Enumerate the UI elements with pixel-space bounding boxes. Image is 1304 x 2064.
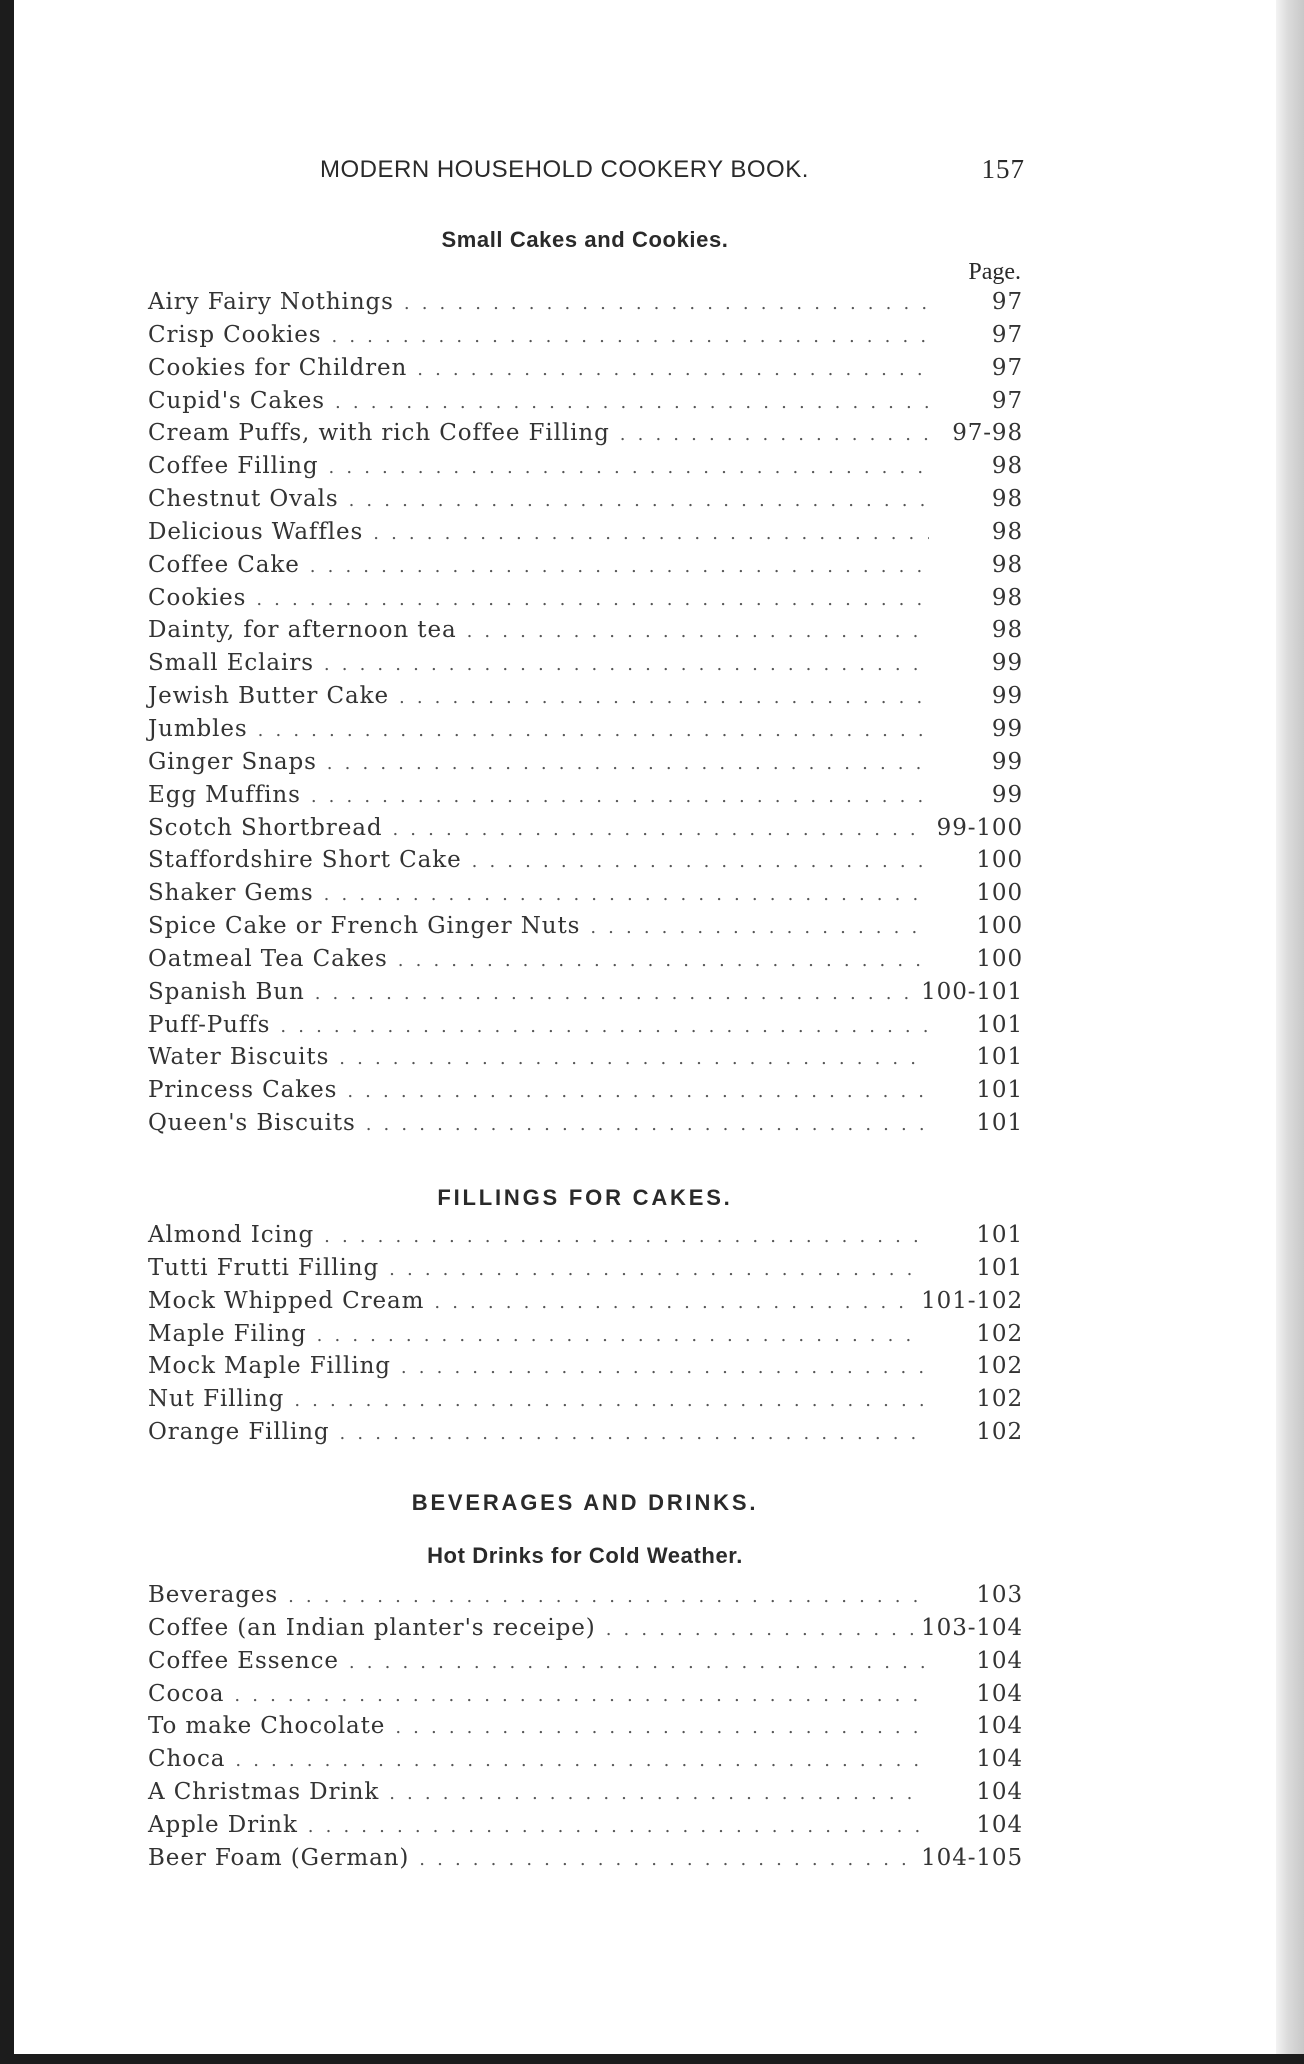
dot-leader: [234, 1685, 925, 1706]
toc-entry-page: 98: [991, 453, 1023, 480]
toc-entry-title: Chestnut Ovals: [148, 486, 339, 513]
toc-entry: [148, 847, 1023, 880]
toc-entry: [148, 322, 1023, 355]
dot-leader: [288, 1586, 925, 1607]
toc-entry-page: 99: [991, 683, 1023, 710]
toc-entry-page: 100-101: [921, 978, 1023, 1005]
toc-entry-page: 98: [991, 617, 1023, 644]
scan-right-edge: [1276, 0, 1304, 2064]
dot-leader: [294, 1390, 925, 1411]
dot-leader: [419, 1849, 915, 1870]
toc-entry: [148, 716, 1023, 749]
toc-entry: [148, 1648, 1023, 1681]
toc-entry: [148, 880, 1023, 913]
dot-leader: [308, 1816, 925, 1837]
dot-leader: [606, 1619, 915, 1640]
toc-entry-title: Mock Whipped Cream: [148, 1287, 425, 1314]
toc-entry-title: Queen's Biscuits: [148, 1110, 356, 1137]
dot-leader: [256, 589, 929, 610]
toc-entry-title: Spice Cake or French Ginger Nuts: [148, 913, 581, 940]
toc-entry-title: Dainty, for afternoon tea: [148, 617, 457, 644]
toc-entry-title: Small Eclairs: [148, 650, 314, 677]
dot-leader: [366, 1114, 929, 1135]
toc-entry-title: Princess Cakes: [148, 1077, 338, 1104]
dot-leader: [339, 1048, 929, 1069]
toc-entry-title: Coffee Essence: [148, 1647, 339, 1674]
toc-entry-title: Beer Foam (German): [148, 1844, 410, 1871]
toc-entry-page: 97: [991, 289, 1023, 315]
toc-entry: [148, 552, 1023, 585]
toc-entry-title: Orange Filling: [148, 1419, 330, 1446]
dot-leader: [311, 786, 929, 807]
dot-leader: [332, 326, 930, 347]
toc-entry-page: 99: [991, 715, 1023, 742]
toc-entry-page: 99: [991, 748, 1023, 775]
toc-entry: [148, 1845, 1023, 1878]
toc-entry-title: Beverages: [148, 1582, 279, 1608]
section-heading-beverages: BEVERAGES AND DRINKS.: [411, 1490, 759, 1515]
toc-entry-title: Tutti Frutti Filling: [148, 1254, 380, 1281]
dot-leader: [590, 917, 929, 938]
dot-leader: [392, 819, 929, 840]
toc-entry-page: 102: [976, 1386, 1023, 1413]
toc-entry-title: Scotch Shortbread: [148, 814, 383, 841]
toc-entry-page: 101: [976, 1110, 1023, 1137]
toc-entry: [148, 420, 1023, 453]
toc-entry-page: 99: [991, 781, 1023, 808]
toc-entry-title: Crisp Cookies: [148, 321, 322, 348]
toc-list-small-cakes: [148, 289, 1023, 1143]
toc-entry-page: 97-98: [952, 420, 1023, 447]
dot-leader: [401, 1357, 925, 1378]
toc-entry: [148, 1681, 1023, 1714]
toc-entry: [148, 1615, 1023, 1648]
toc-entry-page: 103: [976, 1582, 1023, 1608]
toc-entry: [148, 355, 1023, 388]
toc-entry-page: 104: [976, 1680, 1023, 1707]
toc-entry-page: 98: [991, 584, 1023, 611]
toc-entry-page: 101: [976, 1044, 1023, 1071]
toc-list-beverages: [148, 1582, 1023, 1878]
dot-leader: [347, 1081, 929, 1102]
toc-entry-title: Puff-Puffs: [148, 1011, 271, 1038]
toc-entry-title: Mock Maple Filling: [148, 1353, 391, 1380]
toc-entry-title: Cream Puffs, with rich Coffee Filling: [148, 420, 610, 447]
toc-entry-page: 98: [991, 518, 1023, 545]
toc-entry-title: Ginger Snaps: [148, 748, 317, 775]
dot-leader: [467, 621, 929, 642]
scan-left-edge: [0, 0, 14, 2064]
dot-leader: [324, 1226, 925, 1247]
toc-entry-page: 103-104: [921, 1614, 1023, 1641]
toc-entry: [148, 1582, 1023, 1615]
toc-entry: [148, 1012, 1023, 1045]
dot-leader: [472, 851, 929, 872]
toc-entry: [148, 1386, 1023, 1419]
toc-entry: [148, 1255, 1023, 1288]
toc-entry-page: 101: [976, 1077, 1023, 1104]
toc-entry-page: 97: [991, 321, 1023, 348]
toc-entry: [148, 585, 1023, 618]
section-heading-small-cakes: Small Cakes and Cookies.: [441, 227, 729, 252]
dot-leader: [258, 720, 929, 741]
toc-entry: [148, 979, 1023, 1012]
toc-entry-title: Coffee (an Indian planter's receipe): [148, 1614, 596, 1641]
toc-entry: [148, 1110, 1023, 1143]
toc-entry-title: Water Biscuits: [148, 1044, 330, 1071]
dot-leader: [310, 556, 929, 577]
toc-entry-title: Choca: [148, 1746, 226, 1773]
toc-entry-page: 104: [976, 1746, 1023, 1773]
dot-leader: [398, 950, 929, 971]
dot-leader: [399, 687, 929, 708]
toc-entry-page: 97: [991, 354, 1023, 381]
toc-entry: [148, 1812, 1023, 1845]
toc-list-fillings: [148, 1222, 1023, 1452]
toc-entry: [148, 1288, 1023, 1321]
toc-entry: [148, 1746, 1023, 1779]
toc-entry-title: Oatmeal Tea Cakes: [148, 945, 388, 972]
toc-entry-page: 100: [976, 880, 1023, 907]
toc-entry: [148, 749, 1023, 782]
toc-entry: [148, 1353, 1023, 1386]
dot-leader: [373, 523, 929, 544]
toc-entry-title: Jumbles: [148, 715, 248, 742]
toc-entry: [148, 1321, 1023, 1354]
toc-entry-page: 101: [976, 1254, 1023, 1281]
toc-entry: [148, 946, 1023, 979]
toc-entry-title: Shaker Gems: [148, 880, 314, 907]
dot-leader: [329, 457, 929, 478]
toc-entry: [148, 486, 1023, 519]
dot-leader: [389, 1259, 925, 1280]
toc-entry-title: Apple Drink: [148, 1811, 298, 1838]
toc-entry-title: Coffee Filling: [148, 453, 319, 480]
toc-entry: [148, 815, 1023, 848]
toc-entry: [148, 453, 1023, 486]
toc-entry-title: Cookies for Children: [148, 354, 408, 381]
running-title: MODERN HOUSEHOLD COOKERY BOOK.: [320, 156, 809, 183]
toc-entry-page: 98: [991, 551, 1023, 578]
toc-entry: [148, 683, 1023, 716]
toc-entry-title: Cocoa: [148, 1680, 225, 1707]
toc-entry: [148, 519, 1023, 552]
toc-entry-page: 100: [976, 847, 1023, 874]
dot-leader: [349, 1652, 925, 1673]
dot-leader: [417, 359, 929, 380]
page-number: 157: [981, 154, 1025, 184]
toc-entry: [148, 1044, 1023, 1077]
toc-entry-title: Nut Filling: [148, 1386, 285, 1413]
dot-leader: [404, 293, 929, 314]
toc-entry-page: 104: [976, 1779, 1023, 1806]
section-heading-fillings: FILLINGS FOR CAKES.: [437, 1185, 733, 1210]
dot-leader: [389, 1783, 925, 1804]
toc-entry: [148, 650, 1023, 683]
dot-leader: [280, 1016, 929, 1037]
toc-entry-page: 104: [976, 1647, 1023, 1674]
toc-entry: [148, 1222, 1023, 1255]
section-subheading-hot-drinks: Hot Drinks for Cold Weather.: [427, 1543, 743, 1568]
toc-entry-page: 101: [976, 1011, 1023, 1038]
dot-leader: [340, 1423, 925, 1444]
dot-leader: [317, 1325, 925, 1346]
toc-entry-title: Airy Fairy Nothings: [148, 289, 394, 315]
dot-leader: [349, 490, 929, 511]
toc-entry: [148, 782, 1023, 815]
toc-entry-title: Almond Icing: [148, 1222, 315, 1248]
toc-entry-page: 102: [976, 1353, 1023, 1380]
toc-entry: [148, 1779, 1023, 1812]
toc-entry-page: 99: [991, 650, 1023, 677]
toc-entry-title: Cookies: [148, 584, 247, 611]
dot-leader: [315, 983, 915, 1004]
toc-entry-title: Staffordshire Short Cake: [148, 847, 462, 874]
toc-entry-page: 98: [991, 486, 1023, 513]
dot-leader: [620, 424, 929, 445]
toc-entry-title: Spanish Bun: [148, 978, 305, 1005]
toc-entry-title: Coffee Cake: [148, 551, 300, 578]
toc-entry-page: 97: [991, 387, 1023, 414]
toc-entry: [148, 388, 1023, 421]
toc-entry-page: 101-102: [921, 1287, 1023, 1314]
toc-entry-page: 104: [976, 1811, 1023, 1838]
toc-entry-title: Maple Filing: [148, 1320, 307, 1347]
toc-entry-page: 101: [976, 1222, 1023, 1248]
dot-leader: [434, 1292, 915, 1313]
toc-entry-page: 104-105: [921, 1844, 1023, 1871]
toc-entry-page: 102: [976, 1320, 1023, 1347]
toc-entry: [148, 1419, 1023, 1452]
toc-entry: [148, 1077, 1023, 1110]
page-column-label: Page.: [968, 259, 1021, 285]
toc-entry-title: A Christmas Drink: [148, 1779, 380, 1806]
toc-entry-title: Egg Muffins: [148, 781, 301, 808]
toc-entry-title: To make Chocolate: [148, 1713, 386, 1740]
dot-leader: [335, 392, 929, 413]
scan-bottom-edge: [0, 2054, 1304, 2064]
toc-entry: [148, 289, 1023, 322]
page-header: [320, 156, 1025, 192]
toc-entry-page: 99-100: [936, 814, 1023, 841]
toc-entry-page: 100: [976, 913, 1023, 940]
dot-leader: [235, 1750, 925, 1771]
toc-entry-title: Jewish Butter Cake: [148, 683, 389, 710]
dot-leader: [324, 654, 929, 675]
toc-entry-title: Delicious Waffles: [148, 518, 364, 545]
dot-leader: [395, 1717, 925, 1738]
toc-entry: [148, 617, 1023, 650]
toc-entry: [148, 1713, 1023, 1746]
toc-entry: [148, 913, 1023, 946]
dot-leader: [327, 753, 929, 774]
toc-entry-page: 100: [976, 945, 1023, 972]
toc-entry-title: Cupid's Cakes: [148, 387, 326, 414]
toc-entry-page: 104: [976, 1713, 1023, 1740]
toc-entry-page: 102: [976, 1419, 1023, 1446]
dot-leader: [324, 884, 929, 905]
